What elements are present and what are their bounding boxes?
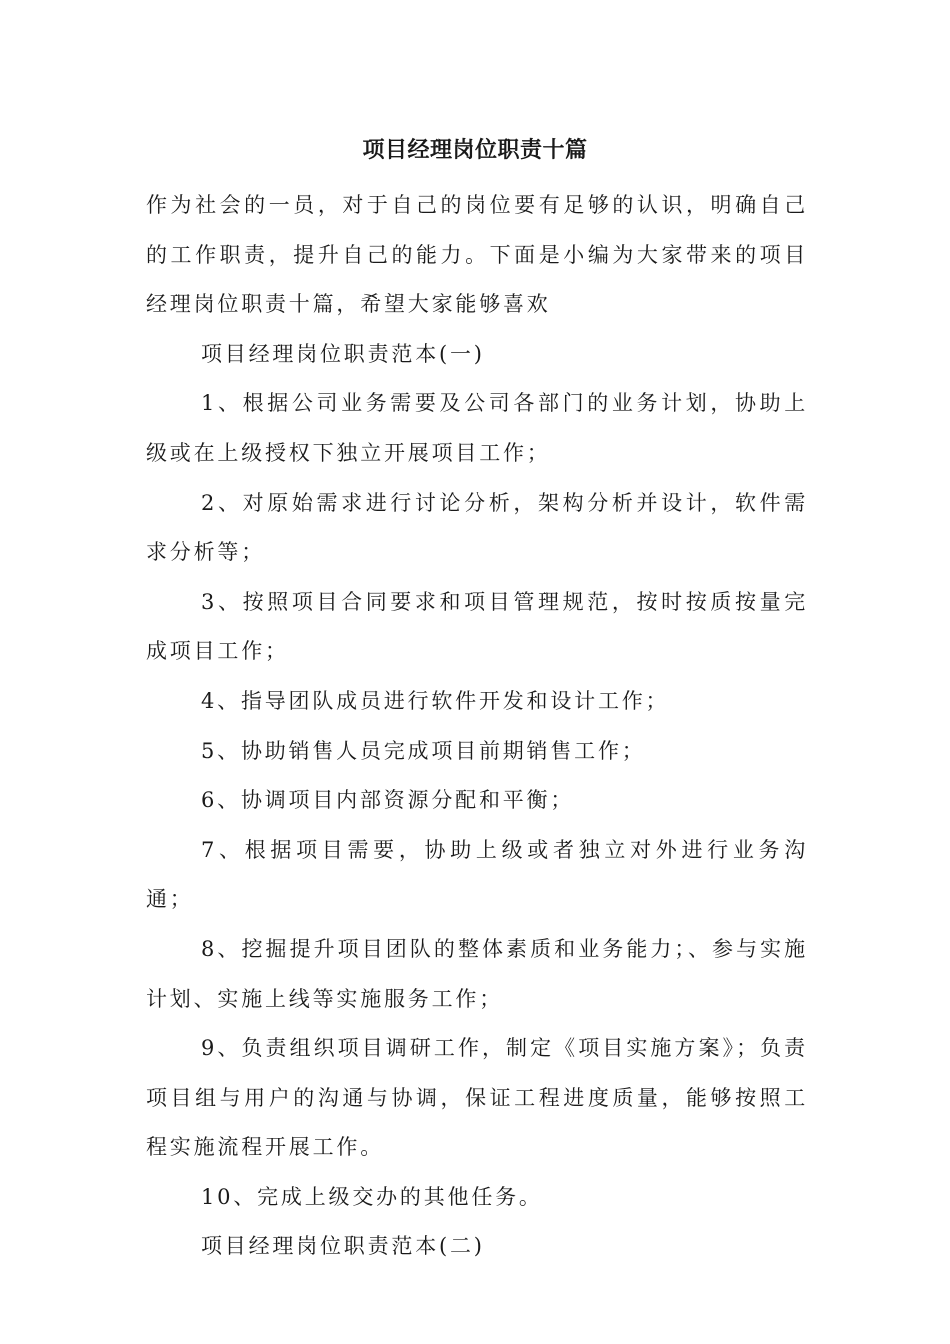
section-heading-2: 项目经理岗位职责范本(二) xyxy=(201,1234,485,1259)
intro-paragraph: 作为社会的一员，对于自己的岗位要有足够的认识，明确自己的工作职责，提升自己的能力。下面是小编为大家带来的项目经理岗位职责十篇，希望大家能够喜欢 xyxy=(146,193,808,317)
list-item-1: 1、根据公司业务需要及公司各部门的业务计划，协助上级或在上级授权下独立开展项目工作； xyxy=(146,391,808,465)
list-item-5: 5、协助销售人员完成项目前期销售工作； xyxy=(201,738,646,763)
list-item-7: 7、根据项目需要，协助上级或者独立对外进行业务沟通； xyxy=(146,837,808,912)
list-item-9: 9、负责组织项目调研工作，制定《项目实施方案》；负责项目组与用户的沟通与协调，保证工程进度质量，能够按照工程实施流程开展工作。 xyxy=(146,1036,808,1160)
list-item-4: 4、指导团队成员进行软件开发和设计工作； xyxy=(201,688,670,713)
document-title: 项目经理岗位职责十篇 xyxy=(362,138,588,163)
list-item-3: 3、按照项目合同要求和项目管理规范，按时按质按量完成项目工作； xyxy=(146,589,808,664)
section-heading-1: 项目经理岗位职责范本(一) xyxy=(201,341,485,366)
list-item-10: 10、完成上级交办的其他任务。 xyxy=(201,1184,543,1209)
document-body xyxy=(146,181,808,1272)
list-item-6: 6、协调项目内部资源分配和平衡； xyxy=(201,788,575,813)
list-item-8: 8、挖掘提升项目团队的整体素质和业务能力；、参与实施计划、实施上线等实施服务工作； xyxy=(146,936,808,1011)
list-item-2: 2、对原始需求进行讨论分析，架构分析并设计，软件需求分析等； xyxy=(146,490,808,565)
